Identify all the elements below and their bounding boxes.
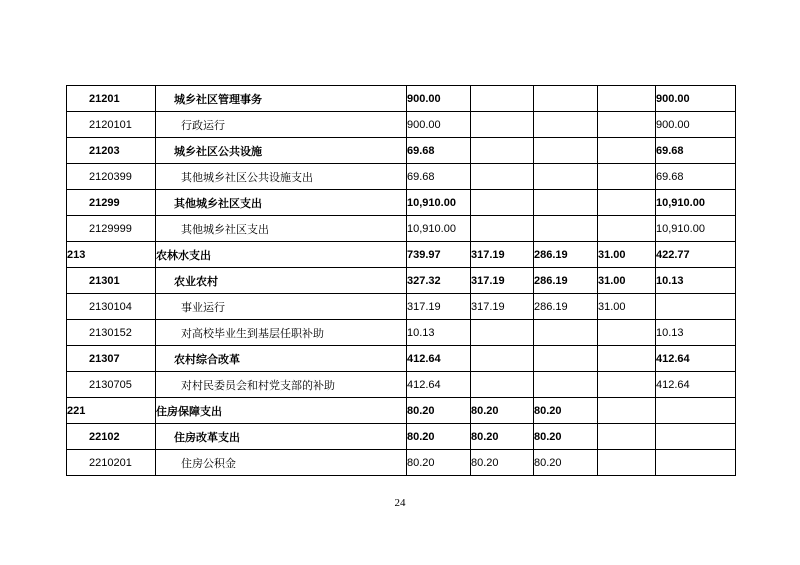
- public-expenditure-cell: [598, 424, 656, 450]
- subject-name-cell: 农业农村: [156, 268, 407, 294]
- public-expenditure-cell: [598, 112, 656, 138]
- subject-name-cell: 住房公积金: [156, 450, 407, 476]
- table-row: [67, 164, 736, 190]
- table-row: [67, 112, 736, 138]
- total-cell: 10.13: [407, 320, 471, 346]
- basic-expenditure-cell: [471, 372, 534, 398]
- project-expenditure-cell: 69.68: [656, 164, 736, 190]
- public-expenditure-cell: [598, 398, 656, 424]
- subject-code-cell: 21299: [67, 190, 156, 216]
- total-cell: 900.00: [407, 112, 471, 138]
- public-expenditure-cell: 31.00: [598, 242, 656, 268]
- subject-code-cell: 21307: [67, 346, 156, 372]
- subject-code-cell: 2130705: [67, 372, 156, 398]
- page-number: 24: [394, 497, 406, 509]
- personnel-expenditure-cell: [534, 372, 598, 398]
- personnel-expenditure-cell: [534, 164, 598, 190]
- subject-name-cell: 其他城乡社区公共设施支出: [156, 164, 407, 190]
- project-expenditure-cell: 10,910.00: [656, 190, 736, 216]
- basic-expenditure-cell: [471, 164, 534, 190]
- table-row: [67, 450, 736, 476]
- public-expenditure-cell: [598, 138, 656, 164]
- basic-expenditure-cell: 317.19: [471, 294, 534, 320]
- table-row: [67, 320, 736, 346]
- table-row: [67, 86, 736, 112]
- subject-code-cell: 2210201: [67, 450, 156, 476]
- public-expenditure-cell: [598, 320, 656, 346]
- subject-name-cell: 城乡社区管理事务: [156, 86, 407, 112]
- personnel-expenditure-cell: [534, 216, 598, 242]
- project-expenditure-cell: [656, 294, 736, 320]
- personnel-expenditure-cell: [534, 138, 598, 164]
- personnel-expenditure-cell: 286.19: [534, 242, 598, 268]
- basic-expenditure-cell: 317.19: [471, 268, 534, 294]
- table-row: [67, 294, 736, 320]
- basic-expenditure-cell: [471, 86, 534, 112]
- subject-code-cell: 21203: [67, 138, 156, 164]
- basic-expenditure-cell: [471, 216, 534, 242]
- basic-expenditure-cell: 80.20: [471, 450, 534, 476]
- project-expenditure-cell: 10,910.00: [656, 216, 736, 242]
- total-cell: 69.68: [407, 164, 471, 190]
- public-expenditure-cell: [598, 450, 656, 476]
- public-expenditure-cell: [598, 346, 656, 372]
- table-row: [67, 138, 736, 164]
- subject-name-cell: 对村民委员会和村党支部的补助: [156, 372, 407, 398]
- project-expenditure-cell: 900.00: [656, 86, 736, 112]
- project-expenditure-cell: [656, 424, 736, 450]
- total-cell: 10,910.00: [407, 190, 471, 216]
- subject-name-cell: 住房改革支出: [156, 424, 407, 450]
- personnel-expenditure-cell: [534, 112, 598, 138]
- table-row: [67, 424, 736, 450]
- total-cell: 412.64: [407, 372, 471, 398]
- total-cell: 317.19: [407, 294, 471, 320]
- project-expenditure-cell: 10.13: [656, 320, 736, 346]
- table-row: [67, 346, 736, 372]
- subject-code-cell: 22102: [67, 424, 156, 450]
- public-expenditure-cell: [598, 164, 656, 190]
- subject-code-cell: 2130104: [67, 294, 156, 320]
- public-expenditure-cell: 31.00: [598, 294, 656, 320]
- personnel-expenditure-cell: 80.20: [534, 424, 598, 450]
- subject-name-cell: 其他城乡社区支出: [156, 216, 407, 242]
- project-expenditure-cell: [656, 450, 736, 476]
- table-row: [67, 398, 736, 424]
- subject-name-cell: 城乡社区公共设施: [156, 138, 407, 164]
- subject-name-cell: 行政运行: [156, 112, 407, 138]
- subject-code-cell: 221: [67, 398, 156, 424]
- subject-code-cell: 2120399: [67, 164, 156, 190]
- project-expenditure-cell: 422.77: [656, 242, 736, 268]
- subject-name-cell: 其他城乡社区支出: [156, 190, 407, 216]
- total-cell: 327.32: [407, 268, 471, 294]
- basic-expenditure-cell: [471, 138, 534, 164]
- project-expenditure-cell: 10.13: [656, 268, 736, 294]
- personnel-expenditure-cell: [534, 320, 598, 346]
- subject-code-cell: 2129999: [67, 216, 156, 242]
- subject-name-cell: 农村综合改革: [156, 346, 407, 372]
- project-expenditure-cell: 69.68: [656, 138, 736, 164]
- basic-expenditure-cell: [471, 320, 534, 346]
- personnel-expenditure-cell: 80.20: [534, 450, 598, 476]
- total-cell: 10,910.00: [407, 216, 471, 242]
- table-row: [67, 268, 736, 294]
- public-expenditure-cell: [598, 216, 656, 242]
- total-cell: 80.20: [407, 450, 471, 476]
- table-body: [67, 86, 736, 476]
- subject-name-cell: 事业运行: [156, 294, 407, 320]
- project-expenditure-cell: 900.00: [656, 112, 736, 138]
- subject-name-cell: 住房保障支出: [156, 398, 407, 424]
- total-cell: 69.68: [407, 138, 471, 164]
- table-row: [67, 216, 736, 242]
- basic-expenditure-cell: [471, 112, 534, 138]
- basic-expenditure-cell: 80.20: [471, 424, 534, 450]
- public-expenditure-cell: [598, 190, 656, 216]
- personnel-expenditure-cell: 286.19: [534, 294, 598, 320]
- subject-name-cell: 农林水支出: [156, 242, 407, 268]
- expenditure-table: [66, 85, 736, 476]
- subject-name-cell: 对高校毕业生到基层任职补助: [156, 320, 407, 346]
- personnel-expenditure-cell: [534, 190, 598, 216]
- public-expenditure-cell: 31.00: [598, 268, 656, 294]
- table-row: [67, 190, 736, 216]
- personnel-expenditure-cell: 80.20: [534, 398, 598, 424]
- public-expenditure-cell: [598, 86, 656, 112]
- personnel-expenditure-cell: 286.19: [534, 268, 598, 294]
- total-cell: 739.97: [407, 242, 471, 268]
- table-row: [67, 372, 736, 398]
- basic-expenditure-cell: 317.19: [471, 242, 534, 268]
- personnel-expenditure-cell: [534, 346, 598, 372]
- subject-code-cell: 2120101: [67, 112, 156, 138]
- basic-expenditure-cell: [471, 190, 534, 216]
- personnel-expenditure-cell: [534, 86, 598, 112]
- basic-expenditure-cell: [471, 346, 534, 372]
- total-cell: 80.20: [407, 398, 471, 424]
- basic-expenditure-cell: 80.20: [471, 398, 534, 424]
- project-expenditure-cell: 412.64: [656, 346, 736, 372]
- total-cell: 412.64: [407, 346, 471, 372]
- subject-code-cell: 213: [67, 242, 156, 268]
- project-expenditure-cell: 412.64: [656, 372, 736, 398]
- public-expenditure-cell: [598, 372, 656, 398]
- table-row: [67, 242, 736, 268]
- project-expenditure-cell: [656, 398, 736, 424]
- subject-code-cell: 21201: [67, 86, 156, 112]
- total-cell: 900.00: [407, 86, 471, 112]
- subject-code-cell: 21301: [67, 268, 156, 294]
- subject-code-cell: 2130152: [67, 320, 156, 346]
- total-cell: 80.20: [407, 424, 471, 450]
